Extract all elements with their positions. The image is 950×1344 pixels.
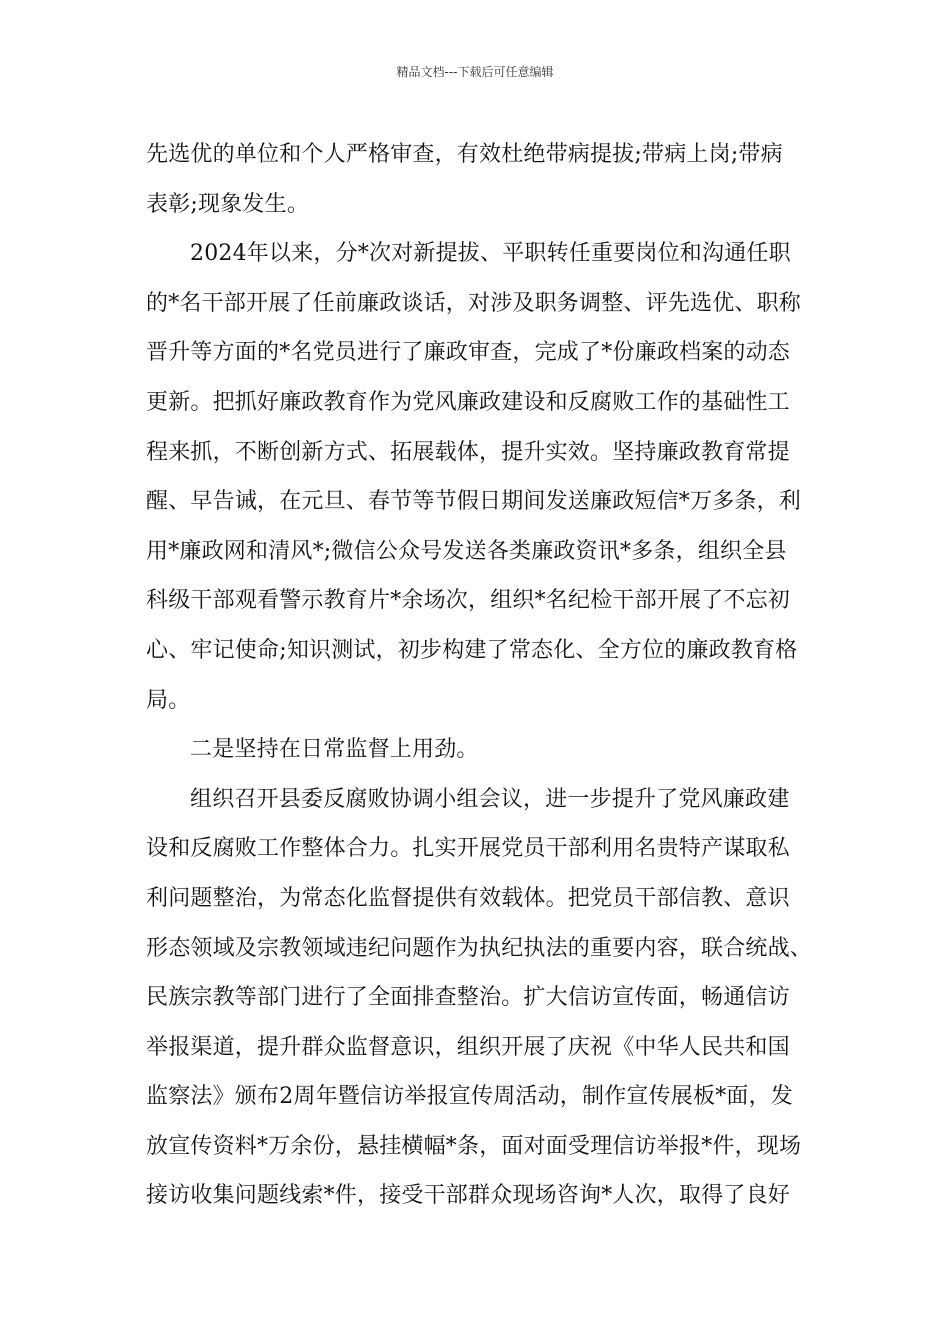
- page-header: 精品文档---下载后可任意编辑: [396, 65, 554, 79]
- text-line: 举报渠道，提升群众监督意识，组织开展了庆祝《中华人民共和国: [146, 1034, 790, 1060]
- text-line: 利问题整治，为常态化监督提供有效载体。把党员干部信教、意识: [146, 885, 790, 911]
- text-line: 先选优的单位和个人严格审查，有效杜绝带病提拔;带病上岗;带病: [146, 142, 783, 167]
- text-line: 表彰;现象发生。: [146, 191, 310, 217]
- text-line: 用*廉政网和清风*;微信公众号发送各类廉政资讯*多条，组织全县: [146, 538, 787, 564]
- text-line: 晋升等方面的*名党员进行了廉政审查，完成了*份廉政档案的动态: [146, 340, 791, 366]
- section-heading: 二是坚持在日常监督上用劲。: [190, 737, 479, 763]
- text-line: 局。: [146, 687, 191, 713]
- text-line: 监察法》颁布2周年暨信访举报宣传周活动，制作宣传展板*面，发: [146, 1084, 793, 1110]
- text-line: 醒、早告诫，在元旦、春节等节假日期间发送廉政短信*万多条，利: [146, 489, 802, 515]
- text-line: 更新。把抓好廉政教育作为党风廉政建设和反腐败工作的基础性工: [146, 389, 790, 415]
- paragraph-start-line: 2024年以来，分*次对新提拔、平职转任重要岗位和沟通任职: [190, 241, 791, 267]
- text-line: 形态领域及宗教领域违纪问题作为执纪执法的重要内容，联合统战、: [146, 935, 813, 961]
- paragraph-start-line: 组织召开县委反腐败协调小组会议，进一步提升了党风廉政建: [190, 786, 790, 812]
- text-line: 心、牢记使命;知识测试，初步构建了常态化、全方位的廉政教育格: [146, 637, 798, 663]
- document-body: [146, 130, 826, 1221]
- text-line: 接访收集问题线索*件，接受干部群众现场咨询*人次，取得了良好: [146, 1183, 791, 1209]
- text-line: 设和反腐败工作整体合力。扎实开展党员干部利用名贵特产谋取私: [146, 836, 790, 862]
- text-line: 放宣传资料*万余份，悬挂横幅*条，面对面受理信访举报*件，现场: [146, 1133, 802, 1159]
- text-line: 科级干部观看警示教育片*余场次，组织*名纪检干部开展了不忘初: [146, 588, 791, 614]
- text-line: 的*名干部开展了任前廉政谈话，对涉及职务调整、评先选优、职称: [146, 290, 802, 316]
- text-line: 程来抓，不断创新方式、拓展载体，提升实效。坚持廉政教育常提: [146, 439, 790, 465]
- text-line: 民族宗教等部门进行了全面排查整治。扩大信访宣传面，畅通信访: [146, 985, 790, 1011]
